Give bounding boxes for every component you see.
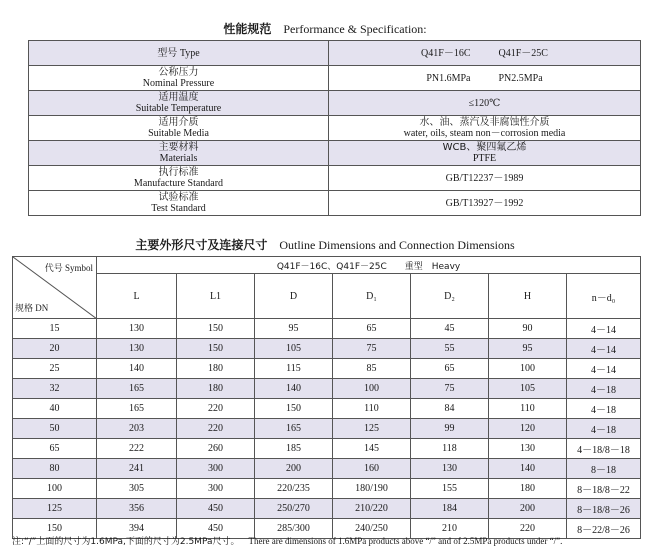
value-pn25: PN2.5MPa	[498, 72, 543, 84]
dimension-cell: 184	[411, 499, 489, 519]
dimension-cell: 240/250	[333, 519, 411, 539]
dimension-cell: 100	[489, 359, 567, 379]
dimension-cell: 95	[255, 319, 333, 339]
dimension-cell: 140	[97, 359, 177, 379]
dn-cell: 150	[13, 519, 97, 539]
dimension-cell: 99	[411, 419, 489, 439]
spec-section-title	[0, 20, 650, 37]
spec-value	[329, 116, 641, 141]
dimension-cell: 8－18/8－22	[567, 479, 641, 499]
dimension-cell: 220	[489, 519, 567, 539]
dn-cn: 规格	[15, 304, 34, 314]
dimension-cell: 95	[489, 339, 567, 359]
dn-cell: 32	[13, 379, 97, 399]
dimension-cell: 4－14	[567, 319, 641, 339]
spec-label	[29, 41, 329, 66]
spec-value	[329, 41, 641, 66]
label-cn: 型号	[157, 47, 178, 59]
spec-label	[29, 66, 329, 91]
dimension-cell: 305	[97, 479, 177, 499]
spec-value	[329, 66, 641, 91]
value-25c: Q41F－25C	[498, 47, 548, 59]
label-en: Type	[179, 47, 200, 59]
table-row	[13, 439, 641, 459]
spec-title-cn: 性能规范	[223, 22, 272, 36]
table-row	[13, 339, 641, 359]
table-row	[13, 399, 641, 419]
dimension-cell: 110	[489, 399, 567, 419]
dimension-cell: 203	[97, 419, 177, 439]
dimension-cell: 165	[255, 419, 333, 439]
dn-cell: 15	[13, 319, 97, 339]
dimension-cell: 65	[333, 319, 411, 339]
label-en: Materials	[159, 153, 198, 164]
dn-cell: 40	[13, 399, 97, 419]
table-row	[13, 419, 641, 439]
dimension-cell: 115	[255, 359, 333, 379]
dimension-cell: 150	[255, 399, 333, 419]
dimension-cell: 300	[177, 479, 255, 499]
dn-cell: 65	[13, 439, 97, 459]
label-cn: 主要材料	[158, 142, 199, 153]
dimension-cell: 180/190	[333, 479, 411, 499]
spec-row-media	[29, 116, 641, 141]
dn-cell: 100	[13, 479, 97, 499]
label-cn: 执行标准	[158, 167, 199, 178]
dn-cell: 50	[13, 419, 97, 439]
dn-cell: 20	[13, 339, 97, 359]
dimension-cell: 65	[411, 359, 489, 379]
dimension-cell: 160	[333, 459, 411, 479]
dimension-rows	[13, 319, 641, 539]
dimension-cell: 150	[177, 319, 255, 339]
col-header-d1: D₁	[333, 274, 411, 319]
dimension-cell: 110	[333, 399, 411, 419]
dimension-cell: 450	[177, 499, 255, 519]
dimension-cell: 55	[411, 339, 489, 359]
dim-title-en: Outline Dimensions and Connection Dimensions	[279, 238, 515, 252]
table-row	[13, 499, 641, 519]
col-header-l: L	[97, 274, 177, 319]
dim-title-cn: 主要外形尺寸及连接尺寸	[135, 238, 268, 252]
spec-value: GB/T13927－1992	[329, 191, 641, 216]
dimension-cell: 165	[97, 379, 177, 399]
label-cn: 试验标准	[158, 192, 199, 203]
spec-row-manufacture-standard	[29, 166, 641, 191]
dimension-cell: 75	[411, 379, 489, 399]
dimension-cell: 220/235	[255, 479, 333, 499]
model-label: Q41F－16C、Q41F－25C 重型 Heavy	[276, 261, 461, 272]
label-en: Manufacture Standard	[133, 178, 224, 189]
dimension-cell: 150	[177, 339, 255, 359]
table-row	[13, 319, 641, 339]
dimension-cell: 130	[97, 319, 177, 339]
value-cn: 水、油、蒸汽及非腐蚀性介质	[419, 117, 550, 128]
col-header-nd0: n－d₀	[567, 274, 641, 319]
label-en: Test Standard	[151, 203, 206, 214]
dimension-cell: 180	[489, 479, 567, 499]
spec-table	[28, 40, 641, 216]
dn-cell: 80	[13, 459, 97, 479]
symbol-en: Symbol	[64, 263, 93, 273]
symbol-cn: 代号	[44, 264, 63, 274]
value-pn16: PN1.6MPa	[426, 72, 471, 84]
dimension-cell: 155	[411, 479, 489, 499]
dimension-cell: 250/270	[255, 499, 333, 519]
dimension-cell: 45	[411, 319, 489, 339]
dimension-cell: 90	[489, 319, 567, 339]
label-cn: 适用介质	[158, 117, 199, 128]
label-en: Nominal Pressure	[142, 78, 215, 89]
dimension-cell: 140	[489, 459, 567, 479]
dimension-cell: 130	[489, 439, 567, 459]
dimension-cell: 140	[255, 379, 333, 399]
spec-label	[29, 91, 329, 116]
dimension-cell: 130	[97, 339, 177, 359]
dimension-cell: 165	[97, 399, 177, 419]
dimension-cell: 125	[333, 419, 411, 439]
dimension-cell: 85	[333, 359, 411, 379]
table-row	[13, 359, 641, 379]
dimension-cell: 200	[489, 499, 567, 519]
dimension-cell: 220	[177, 399, 255, 419]
dimension-cell: 8－18	[567, 459, 641, 479]
value-cn: WCB、聚四氟乙烯	[442, 142, 527, 153]
dimension-cell: 145	[333, 439, 411, 459]
dn-en: DN	[35, 303, 49, 313]
dimension-cell: 84	[411, 399, 489, 419]
dimension-cell: 120	[489, 419, 567, 439]
spec-label	[29, 166, 329, 191]
footnote-en: There are dimensions of 1.6MPa products above “/” and of 2.5MPa products under “/”.	[248, 536, 563, 546]
value-en: PTFE	[472, 153, 497, 164]
dimension-cell: 180	[177, 359, 255, 379]
spec-title-en: Performance & Specification:	[283, 22, 427, 36]
symbol-dn-header	[13, 257, 97, 319]
dimension-cell: 260	[177, 439, 255, 459]
dimension-cell: 4－18	[567, 379, 641, 399]
value-16c: Q41F－16C	[421, 47, 471, 59]
table-row	[13, 379, 641, 399]
spec-label	[29, 116, 329, 141]
dn-label	[15, 301, 48, 314]
dimension-cell: 4－14	[567, 339, 641, 359]
label-en: Suitable Media	[148, 128, 209, 139]
spec-label	[29, 191, 329, 216]
dimension-cell: 394	[97, 519, 177, 539]
col-header-h: H	[489, 274, 567, 319]
dimension-cell: 210	[411, 519, 489, 539]
dimension-cell: 75	[333, 339, 411, 359]
dn-cell: 25	[13, 359, 97, 379]
dimension-cell: 118	[411, 439, 489, 459]
symbol-label	[45, 261, 93, 274]
label-cn: 公称压力	[158, 67, 199, 78]
dimension-cell: 105	[255, 339, 333, 359]
spec-value	[329, 141, 641, 166]
dimension-cell: 200	[255, 459, 333, 479]
dimension-cell: 241	[97, 459, 177, 479]
dimension-table	[12, 256, 641, 539]
col-header-l1: L1	[177, 274, 255, 319]
dimension-cell: 185	[255, 439, 333, 459]
spec-row-materials	[29, 141, 641, 166]
dim-header-row	[13, 257, 641, 274]
spec-row-pressure	[29, 66, 641, 91]
dimension-cell: 220	[177, 419, 255, 439]
dimension-cell: 222	[97, 439, 177, 459]
dimension-cell: 100	[333, 379, 411, 399]
table-row	[13, 479, 641, 499]
col-header-d2: D₂	[411, 274, 489, 319]
spec-row-type	[29, 41, 641, 66]
spec-row-temperature	[29, 91, 641, 116]
dimension-cell: 356	[97, 499, 177, 519]
footnote	[12, 534, 642, 547]
dimension-cell: 105	[489, 379, 567, 399]
dimension-cell: 450	[177, 519, 255, 539]
spec-value: GB/T12237－1989	[329, 166, 641, 191]
spec-value: ≤120℃	[329, 91, 641, 116]
dn-cell: 125	[13, 499, 97, 519]
col-header-d: D	[255, 274, 333, 319]
dim-column-header-row	[13, 274, 641, 319]
spec-label	[29, 141, 329, 166]
dimension-cell: 4－18	[567, 399, 641, 419]
spec-row-test-standard	[29, 191, 641, 216]
dimension-cell: 8－22/8－26	[567, 519, 641, 539]
dimension-cell: 285/300	[255, 519, 333, 539]
dimension-cell: 4－18	[567, 419, 641, 439]
dimension-cell: 210/220	[333, 499, 411, 519]
dimension-cell: 180	[177, 379, 255, 399]
value-en: water, oils, steam non－corrosion media	[403, 128, 566, 139]
footnote-cn: 注:“/”上面的尺寸为1.6MPa,下面的尺寸为2.5MPa尺寸。	[12, 537, 240, 547]
dim-section-title	[0, 236, 650, 253]
dimension-cell: 4－18/8－18	[567, 439, 641, 459]
model-heading	[97, 257, 641, 274]
dimension-cell: 130	[411, 459, 489, 479]
dimension-cell: 8－18/8－26	[567, 499, 641, 519]
table-row	[13, 459, 641, 479]
dimension-cell: 4－14	[567, 359, 641, 379]
dimension-cell: 300	[177, 459, 255, 479]
label-cn: 适用温度	[158, 92, 199, 103]
label-en: Suitable Temperature	[135, 103, 222, 114]
